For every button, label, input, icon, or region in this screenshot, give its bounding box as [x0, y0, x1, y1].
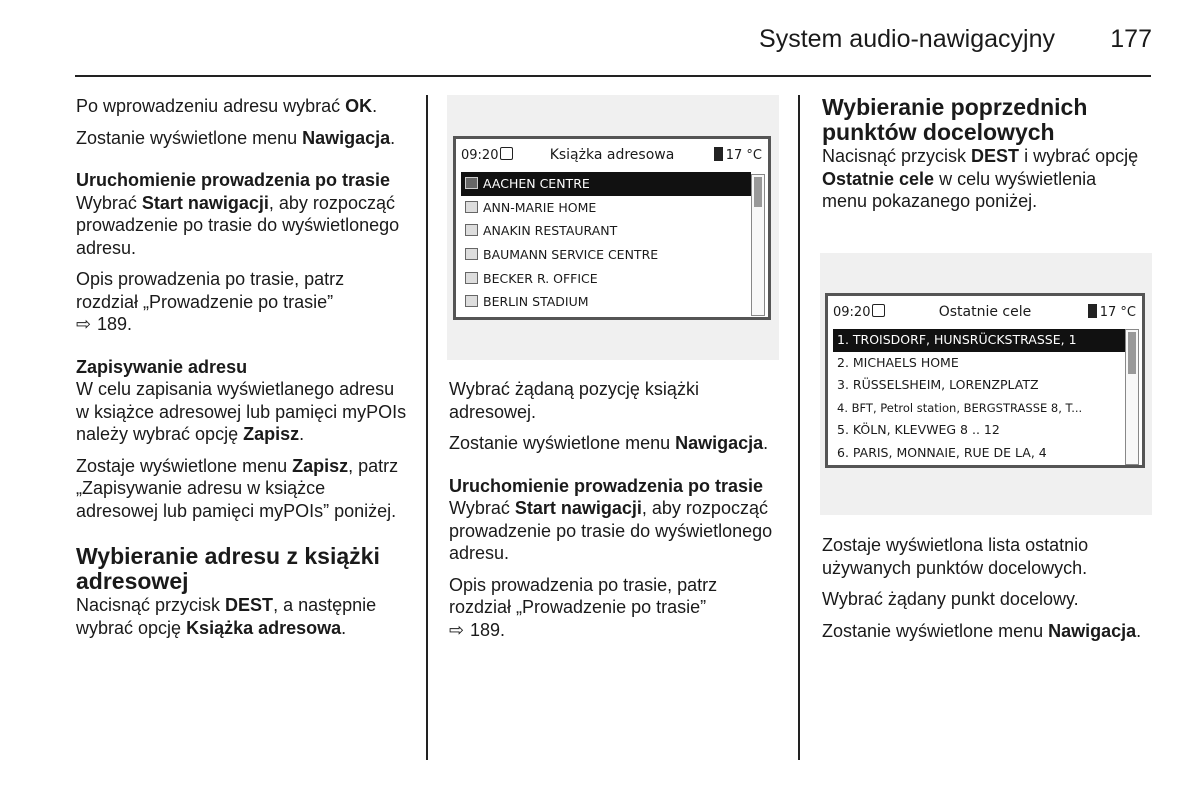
list-item[interactable]: 4. BFT, Petrol station, BERGSTRASSE 8, T... — [837, 400, 1083, 415]
page-reference[interactable]: 189. — [470, 619, 506, 640]
list-item[interactable]: 6. PARIS, MONNAIE, RUE DE LA, 4 — [837, 444, 1047, 460]
page-number: 177 — [1110, 25, 1152, 53]
column-3-lower — [822, 534, 1142, 651]
subheading: Uruchomienie prowadzenia po trasie — [449, 475, 764, 496]
screen-header — [828, 296, 1142, 326]
time-display: 09:20 — [833, 304, 885, 320]
paragraph: Wybrać żądany punkt docelowy. — [822, 589, 1079, 609]
paragraph: Wybrać Start nawigacji, aby rozpocząć prowadzenie po trasie do wyświetlonego adresu. — [76, 192, 400, 258]
paragraph: Zostaje wyświetlona lista ostatnio używanych punktów docelowych. — [822, 535, 1089, 578]
paragraph: Wybrać Start nawigacji, aby rozpocząć prowadzenie po trasie do wyświetlonego adresu. — [449, 498, 773, 563]
scrollbar[interactable] — [1125, 329, 1139, 465]
temperature-display: 17 °C — [1088, 304, 1136, 320]
thermometer-icon — [1088, 304, 1097, 318]
list-item[interactable]: 1. TROISDORF, HUNSRÜCKSTRASSE, 1 — [833, 329, 1125, 352]
column-divider-2 — [798, 95, 800, 760]
screen-title: Książka adresowa — [549, 147, 675, 163]
paragraph: Wybrać żądaną pozycję książki adresowej. — [449, 379, 699, 422]
column-3 — [822, 95, 1142, 222]
list-item[interactable]: ANN-MARIE HOME — [461, 196, 751, 220]
paragraph: Po wprowadzeniu adresu wybrać OK. — [76, 96, 378, 116]
screen-title: Ostatnie cele — [938, 304, 1032, 320]
section-heading: Wybieranie adresu z książki adresowej — [76, 543, 380, 594]
scrollbar[interactable] — [751, 174, 765, 316]
list-item[interactable]: 5. KÖLN, KLEVWEG 8 .. 12 — [837, 422, 1000, 437]
subheading: Uruchomienie prowadzenia po trasie — [76, 170, 391, 190]
scroll-thumb[interactable] — [1128, 332, 1136, 374]
paragraph: Nacisnąć przycisk DEST i wybrać opcję Ostatnie cele w celu wyświetlenia menu pokazanego poniżej. — [822, 146, 1139, 211]
address-book-screen — [453, 136, 771, 320]
address-card-icon — [465, 224, 478, 236]
section-heading: Wybieranie poprzednich punktów docelowych — [822, 94, 1088, 145]
column-divider-1 — [426, 95, 428, 760]
header-title: System audio-nawigacyjny — [759, 25, 1055, 53]
arrow-right-outline-icon: ⇨ — [449, 619, 465, 640]
paragraph: Zostaje wyświetlone menu Zapisz, patrz „Zapisywanie adresu w książce adresowej lub pamięci myPOIs” poniżej. — [76, 455, 399, 521]
address-card-icon — [465, 177, 478, 189]
subheading: Zapisywanie adresu — [76, 356, 248, 377]
paragraph: Zostanie wyświetlone menu Nawigacja. — [76, 127, 396, 148]
list-item[interactable]: 3. RÜSSELSHEIM, LORENZPLATZ — [837, 377, 1039, 392]
paragraph: Zostanie wyświetlone menu Nawigacja. — [449, 433, 769, 453]
list-item[interactable]: 2. MICHAELS HOME — [837, 354, 959, 370]
recent-destinations-list — [833, 329, 1125, 464]
address-list — [461, 172, 751, 314]
address-card-icon — [465, 201, 478, 213]
list-item[interactable]: BECKER R. OFFICE — [461, 267, 751, 291]
thermometer-icon — [714, 147, 723, 161]
time-display: 09:20 — [461, 147, 513, 163]
paragraph: Opis prowadzenia po trasie, patrz rozdział „Prowadzenie po trasie” ⇨ 189. — [76, 269, 345, 334]
paragraph: Nacisnąć przycisk DEST, a następnie wybrać opcję Książka adresowa. — [76, 595, 377, 638]
paragraph: Opis prowadzenia po trasie, patrz rozdział „Prowadzenie po trasie” ⇨ 189. — [449, 574, 718, 640]
screen-header — [456, 139, 768, 169]
column-1 — [76, 95, 411, 648]
list-item[interactable]: ANAKIN RESTAURANT — [461, 219, 751, 243]
column-2 — [449, 378, 784, 650]
header-divider — [75, 75, 1151, 77]
page-reference[interactable]: 189. — [97, 314, 133, 334]
address-card-icon — [465, 272, 478, 284]
paragraph: W celu zapisania wyświetlanego adresu w książce adresowej lub pamięci myPOIs należy wybrać opcję Zapisz. — [76, 379, 407, 444]
recent-destinations-screen — [825, 293, 1145, 468]
temperature-display: 17 °C — [714, 147, 762, 163]
scroll-thumb[interactable] — [754, 177, 762, 207]
list-item[interactable]: BERLIN STADIUM — [461, 290, 751, 314]
arrow-right-outline-icon: ⇨ — [76, 314, 92, 334]
list-item[interactable]: BAUMANN SERVICE CENTRE — [461, 243, 751, 267]
address-card-icon — [465, 295, 478, 307]
paragraph: Zostanie wyświetlone menu Nawigacja. — [822, 620, 1142, 641]
list-item[interactable]: AACHEN CENTRE — [461, 172, 751, 196]
address-card-icon — [465, 248, 478, 260]
